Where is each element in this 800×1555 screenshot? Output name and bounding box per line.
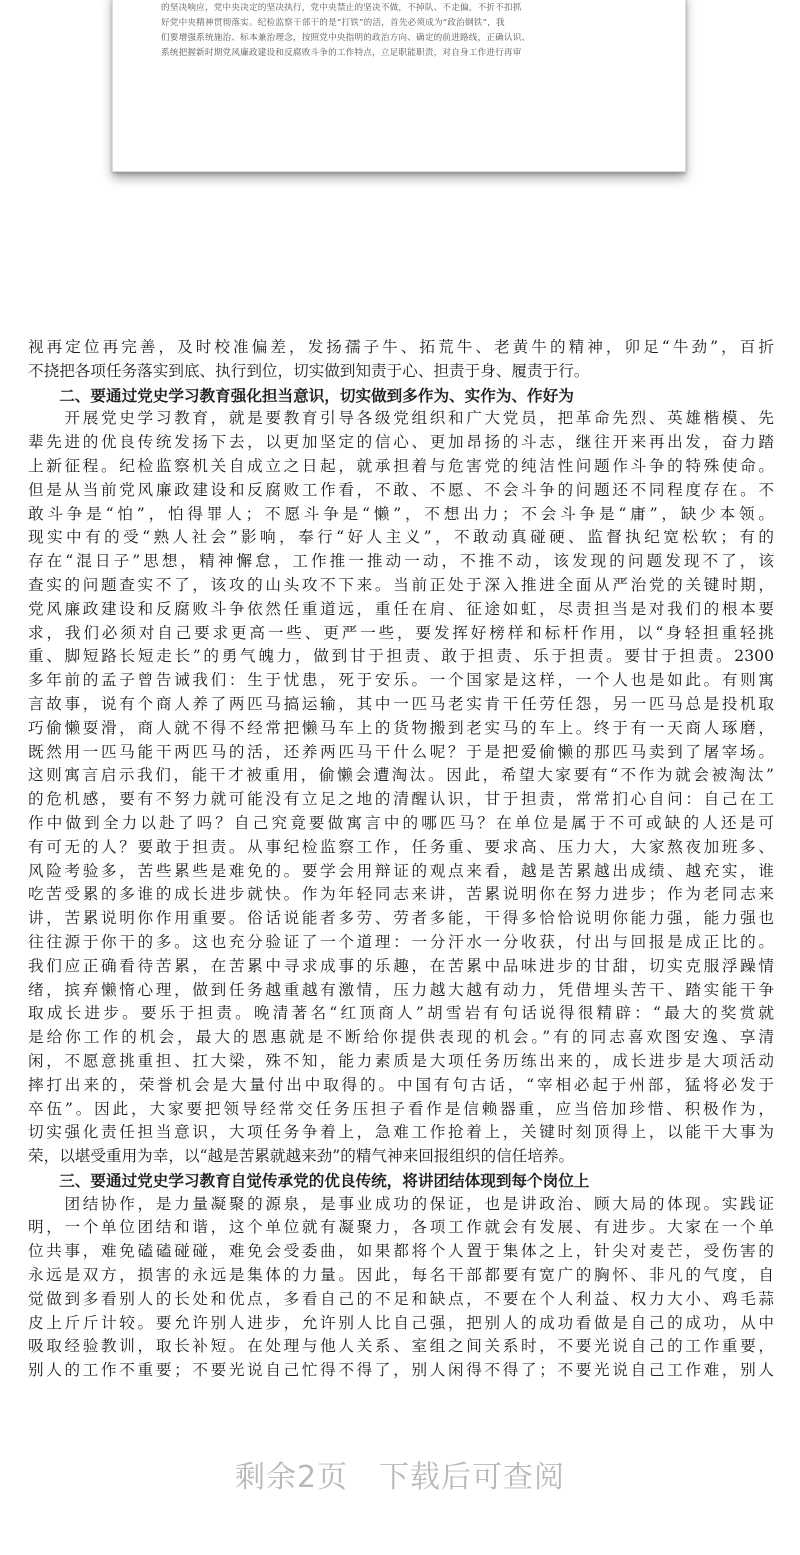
preview-line: 们要增强系统施治、标本兼治理念，按照党中央指明的政治方向、确定的前进路线，正确认识、 bbox=[161, 33, 531, 43]
text-line: 的危机感，要有不努力就可能没有立足之地的清醒认识，甘于担责，常常扪心自问：自己在工 bbox=[28, 790, 774, 809]
text-line: 多年前的孟子曾告诫我们：生于忧患，死于安乐。一个国家是这样，一个人也是如此。有则寓 bbox=[28, 671, 774, 690]
text-line: 皮上斤斤计较。要允许别人进步，允许别人比自己强，把别人的成功看做是自己的成功，从中 bbox=[28, 1313, 774, 1332]
preview-area bbox=[0, 0, 800, 330]
text-line: 敢斗争是“怕”，怕得罪人；不愿斗争是“懒”，不想出力；不会斗争是“庸”，缺少本领。 bbox=[28, 504, 774, 523]
preview-text bbox=[161, 1, 646, 61]
text-line: 别人的工作不重要；不要光说自己忙得不得了，别人闲得不得了；不要光说自己工作难，别人 bbox=[28, 1361, 774, 1380]
text-line: 明，一个单位团结和谐，这个单位就有凝聚力，各项工作就会有发展、有进步。大家在一个单 bbox=[28, 1218, 774, 1237]
preview-line: 的坚决响应，党中央决定的坚决执行，党中央禁止的坚决不做，不掉队、不走偏，不折不扣抓 bbox=[161, 3, 522, 13]
text-line: 闲，不愿意挑重担、扛大梁，殊不知，能力素质是大项任务历练出来的，成长进步是大项活动 bbox=[28, 1051, 774, 1070]
text-line: 作中做到全力以赴了吗？自己究竟要做寓言中的哪匹马？在单位是属于不可或缺的人还是可 bbox=[28, 813, 774, 832]
text-line: 往往源于你干的多。这也充分验证了一个道理：一分汗水一分收获，付出与回报是成正比的。 bbox=[28, 932, 774, 951]
text-line: 既然用一匹马能干两匹马的活，还养两匹马干什么呢？于是把爱偷懒的那匹马卖到了屠宰场。 bbox=[28, 742, 774, 761]
text-line: 视再定位再完善，及时校准偏差，发扬孺子牛、拓荒牛、老黄牛的精神，卯足“牛劲”，百折 bbox=[28, 338, 774, 356]
text-line: 但是从当前党风廉政建设和反腐败工作看，不敢、不愿、不会斗争的问题还不同程度存在。不 bbox=[28, 480, 774, 499]
text-line: 是给你工作的机会，最大的恩惠就是不断给你提供表现的机会。”有的同志喜欢图安逸、享清 bbox=[28, 1028, 774, 1047]
text-line: 现实中有的受“熟人社会”影响，奉行“好人主义”，不敢动真碰硬、监督执纪宽松软；有的 bbox=[28, 528, 774, 547]
text-line: 党风廉政建设和反腐败斗争依然任重道远，重任在肩、征途如虹，尽责担当是对我们的根本要 bbox=[28, 599, 774, 618]
text-line: 吸取经验教训，取长补短。在处理与他人关系、室组之间关系时，不要光说自己的工作重要， bbox=[28, 1337, 774, 1356]
text-line: 觉做到多看别人的长处和优点，多看自己的不足和缺点，不要在个人利益、权力大小、鸡毛蒜 bbox=[28, 1289, 774, 1308]
page-preview-card bbox=[112, 0, 686, 172]
text-line: 这则寓言启示我们，能干才被重用，偷懒会遭淘汰。因此，希望大家要有“不作为就会被淘汰” bbox=[28, 766, 774, 785]
text-line: 绪，摈弃懒惰心理，做到任务越重越有激情，压力越大越有动力，凭借埋头苦干、踏实能干争 bbox=[28, 980, 774, 999]
text-line: 荣，以堪受重用为幸，以“越是苦累就越来劲”的精气神来回报组织的信任培养。 bbox=[28, 1147, 575, 1166]
text-line: 不挠把各项任务落实到底、执行到位，切实做到知责于心、担责于身、履责于行。 bbox=[28, 361, 590, 380]
preview-line: 好党中央精神贯彻落实。纪检监察干部干的是“打铁”的活，首先必须成为“政治钢铁”，我 bbox=[161, 18, 505, 28]
text-line: 巧偷懒耍滑，商人就不得不经常把懒马车上的货物搬到老实马的车上。终于有一天商人琢磨， bbox=[28, 718, 774, 737]
text-line: 辈先进的优良传统发扬下去，以更加坚定的信心、更加昂扬的斗志，继往开来再出发，奋力踏 bbox=[28, 433, 774, 452]
text-line: 言故事，说有个商人养了两匹马搞运输，其中一匹马老实肯干任劳任怨，另一匹马总是投机取 bbox=[28, 694, 774, 713]
text-line: 查实的问题查实不了，该攻的山头攻不下来。当前正处于深入推进全面从严治党的关键时期， bbox=[28, 575, 774, 594]
text-line: 重、脚短路长短走长”的勇气魄力，做到甘于担责、敢于担责、乐于担责。要甘于担责。2300 bbox=[28, 647, 774, 666]
text-line: 求，我们必须对自己要求更高一些、更严一些，要发挥好榜样和标杆作用，以“身轻担重轻挑 bbox=[28, 623, 774, 642]
text-line: 切实强化责任担当意识，大项任务争着上，急难工作抢着上，关键时刻顶得上，以能干大事为 bbox=[28, 1123, 774, 1142]
text-line: 我们应正确看待苦累，在苦累中寻求成事的乐趣，在苦累中品味进步的甘甜，切实克服浮躁情 bbox=[28, 956, 774, 975]
text-line: 吃苦受累的多谁的成长进步就快。作为年轻同志来讲，苦累说明你在努力进步；作为老同志来 bbox=[28, 885, 774, 904]
remaining-pages-notice[interactable]: 剩余2页 下载后可查阅 bbox=[234, 1460, 566, 1495]
text-line: 存在“混日子”思想，精神懈怠，工作推一推动一动，不推不动，该发现的问题发现不了，该 bbox=[28, 552, 774, 571]
text-line: 取成长进步。要乐于担责。晚清著名“红顶商人”胡雪岩有句话说得很精辟：“最大的奖赏就 bbox=[28, 1004, 774, 1023]
text-line: 卒伍”。因此，大家要把领导经常交任务压担子看作是信赖器重，应当倍加珍惜、积极作为， bbox=[28, 1099, 774, 1118]
document-body bbox=[28, 336, 774, 1383]
text-line: 永远是双方，损害的永远是集体的力量。因此，每名干部都要有宽广的胸怀、非凡的气度，自 bbox=[28, 1266, 774, 1285]
text-line: 位共事，难免磕磕碰碰，难免会受委曲，如果都将个人置于集体之上，针尖对麦芒，受伤害的 bbox=[28, 1242, 774, 1261]
text-line: 讲，苦累说明你作用重要。俗话说能者多劳、劳者多能，干得多恰恰说明你能力强，能力强也 bbox=[28, 909, 774, 928]
text-line: 有可无的人？要敢于担责。从事纪检监察工作，任务重、要求高、压力大，大家熬夜加班多、 bbox=[28, 837, 774, 856]
text-line: 摔打出来的，荣誉机会是大量付出中取得的。中国有句古话，“宰相必起于州部，猛将必发于 bbox=[28, 1075, 774, 1094]
section-heading: 二、要通过党史学习教育强化担当意识，切实做到多作为、实作为、作好为 bbox=[28, 385, 574, 405]
text-line: 风险考验多，苦些累些是难免的。要学会用辩证的观点来看，越是苦累越出成绩、越充实，谁 bbox=[28, 861, 774, 880]
text-line: 团结协作，是力量凝聚的源泉，是事业成功的保证，也是讲政治、顾大局的体现。实践证 bbox=[28, 1194, 774, 1213]
section-heading: 三、要通过党史学习教育自觉传承党的优良传统，将讲团结体现到每个岗位上 bbox=[28, 1170, 590, 1190]
preview-line: 系统把握新时期党风廉政建设和反腐败斗争的工作特点，立足职能职责，对自身工作进行再审 bbox=[161, 48, 522, 58]
text-line: 开展党史学习教育，就是要教育引导各级党组织和广大党员，把革命先烈、英雄楷模、先 bbox=[28, 409, 774, 428]
text-line: 上新征程。纪检监察机关自成立之日起，就承担着与危害党的纯洁性问题作斗争的特殊使命。 bbox=[28, 456, 774, 475]
